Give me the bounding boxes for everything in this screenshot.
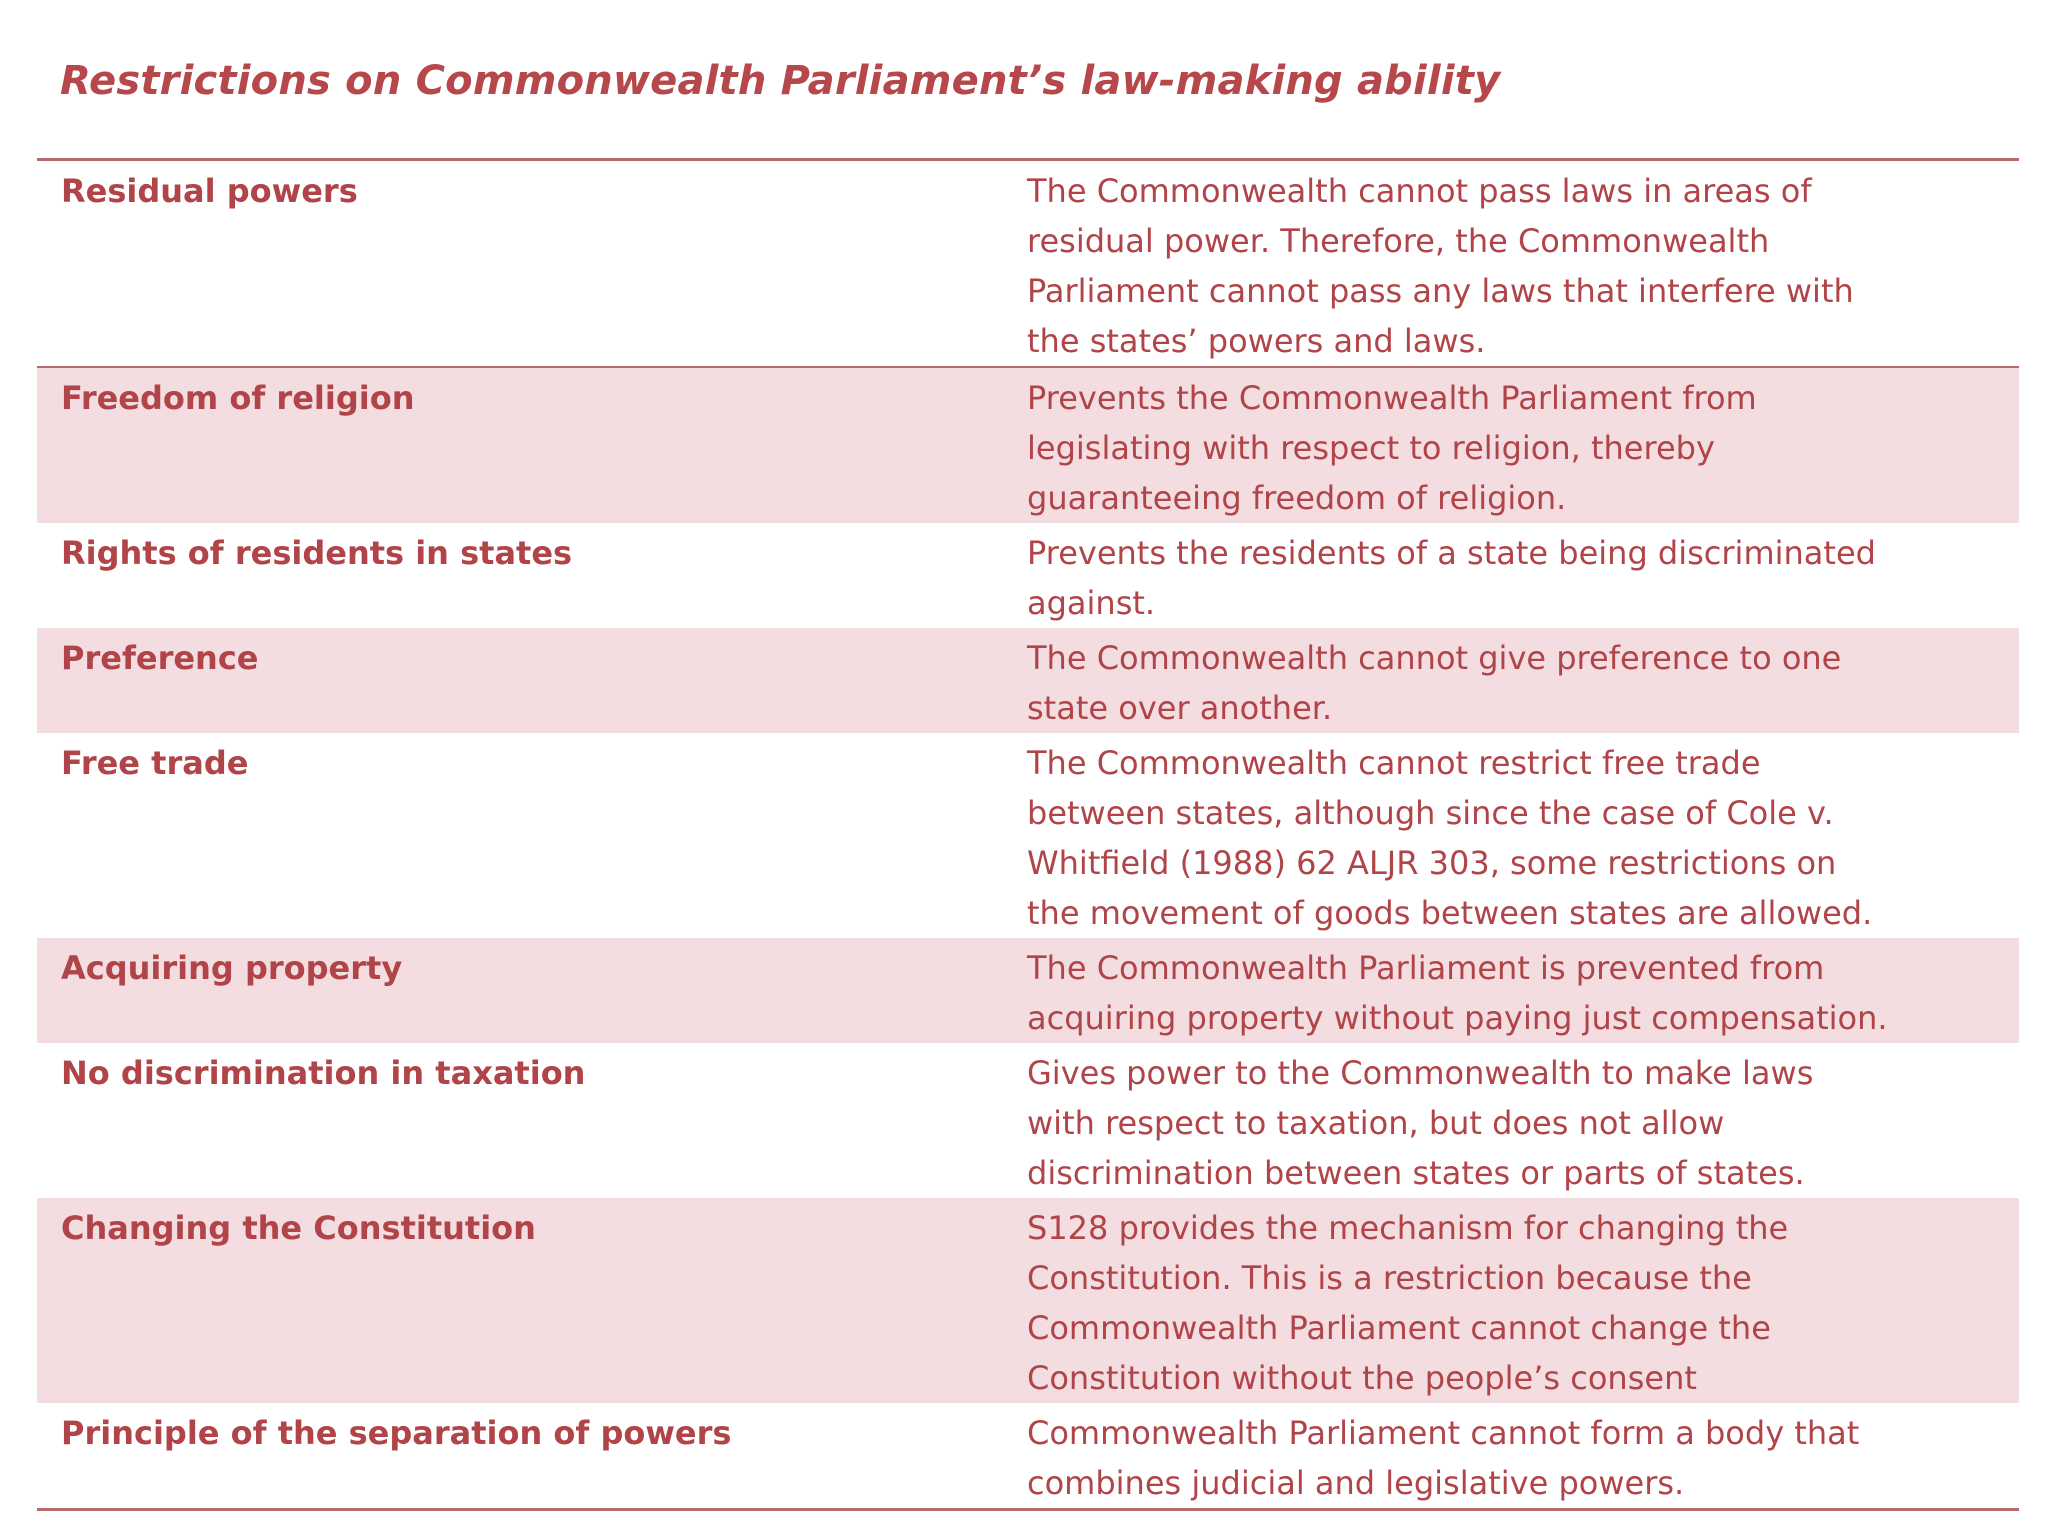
table-row [37,523,2019,628]
table-row [37,1198,2019,1403]
table-row [37,628,2019,733]
row-description: The Commonwealth Parliament is prevented from acquiring property without paying just compensation. [1027,949,1888,1037]
row-description: The Commonwealth cannot restrict free trade between states, although since the case of Cole v. Whitfield (1988) 62 ALJR 303, some restrictions on the movement of goods between states are allowed. [1027,744,1873,932]
row-term: Free trade [61,744,249,782]
page-title: Restrictions on Commonwealth Parliament’s law-making ability [60,58,1501,104]
row-description: S128 provides the mechanism for changing the Constitution. This is a restriction because the Commonwealth Parliament cannot change the Constitution without the people’s consent [1027,1209,1789,1397]
row-description: Gives power to the Commonwealth to make laws with respect to taxation, but does not allow discrimination between states or parts of states. [1027,1054,1814,1192]
row-term: Rights of residents in states [61,534,573,572]
row-description: Prevents the Commonwealth Parliament from legislating with respect to religion, thereby guaranteeing freedom of religion. [1027,379,1757,517]
row-description: The Commonwealth cannot pass laws in areas of residual power. Therefore, the Commonwealth Parliament cannot pass any laws that interfere with the states’ powers and laws. [1027,172,1854,360]
row-term: Changing the Constitution [61,1209,536,1247]
row-description: Prevents the residents of a state being discriminated against. [1027,534,1876,622]
row-term: Preference [61,639,259,677]
table-row [37,161,2019,368]
table-row [37,368,2019,523]
table-row [37,938,2019,1043]
table-row [37,1043,2019,1198]
restrictions-table [37,158,2019,1511]
row-term: Acquiring property [61,949,403,987]
table-row [37,733,2019,938]
row-term: Principle of the separation of powers [61,1414,732,1452]
row-term: Residual powers [61,172,358,210]
row-description: The Commonwealth cannot give preference to one state over another. [1027,639,1842,727]
row-term: No discrimination in taxation [61,1054,586,1092]
table-row [37,1403,2019,1508]
row-term: Freedom of religion [61,379,415,417]
row-description: Commonwealth Parliament cannot form a body that combines judicial and legislative powers. [1027,1414,1860,1502]
